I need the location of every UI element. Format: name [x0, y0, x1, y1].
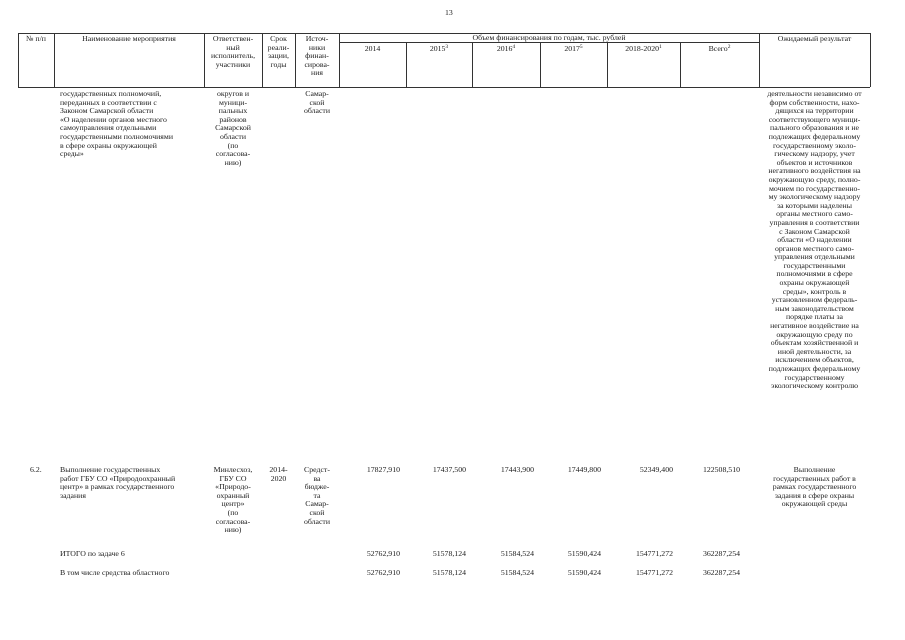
row-sources: Средст- ва бюдже- та Самар- ской области	[303, 465, 331, 526]
total-value: 362287,254	[702, 549, 740, 558]
total-value: 51584,524	[500, 549, 534, 558]
row-value: 17827,910	[366, 465, 400, 474]
header-year: 2018-2020$^1$	[625, 44, 662, 53]
row-value: 52349,400	[639, 465, 673, 474]
row-value: 17443,900	[500, 465, 534, 474]
incl-value: 52762,910	[366, 568, 400, 577]
header-sources: Источ- ники финан- сирова- ния	[304, 34, 330, 78]
total-value: 154771,272	[635, 549, 673, 558]
row-responsible: Минлесхоз, ГБУ СО «Природо- охранный центр» (по согласова- нию)	[213, 465, 253, 535]
header-term: Срок реали- зации, годы	[267, 34, 290, 69]
row-name: Выполнение государственных работ ГБУ СО «Природоохранный центр» в рамках государственного задания	[60, 465, 176, 500]
header-year: 2017$^5$	[564, 44, 583, 53]
header-funding-title: Объем финансирования по годам, тыс. рублей	[472, 33, 626, 42]
row-value: 17437,500	[432, 465, 466, 474]
cont-sources: Самар- ской области	[303, 89, 331, 116]
incl-value: 51590,424	[567, 568, 601, 577]
cont-name: государственных полномочий, переданных в соответствии с Законом Самарской области «О наделении органов местного самоуправления отдельными государственными полномочиями в сфере охраны окружающей среды»	[60, 89, 173, 159]
total-value: 52762,910	[366, 549, 400, 558]
row-number: 6.2.	[30, 465, 42, 474]
header-responsible: Ответствен- ный исполнитель, участники	[210, 34, 256, 69]
header-year: 2016$^4$	[496, 44, 516, 53]
row-value: 122508,510	[702, 465, 740, 474]
header-result: Ожидаемый результат	[777, 34, 852, 43]
incl-label: В том числе средства областного	[60, 568, 170, 577]
col-divider	[870, 33, 871, 87]
row-term: 2014- 2020	[269, 465, 288, 483]
row-result: Выполнение государственных работ в рамках государственного задания в сфере охраны окружающей среды	[772, 465, 857, 509]
page-number: 13	[445, 8, 453, 17]
header-num: № п/п	[26, 34, 46, 43]
header-year: Всего$^2$	[708, 44, 731, 53]
row-value: 17449,800	[567, 465, 601, 474]
total-value: 51590,424	[567, 549, 601, 558]
total-value: 51578,124	[432, 549, 466, 558]
header-bottom-border	[18, 87, 870, 88]
total-label: ИТОГО по задаче 6	[60, 549, 125, 558]
cont-result: деятельности независимо от форм собственности, нахо- дящихся на территории соответствующего муници- пального образования и не подлежащих федеральному государственному эколо- гическому надзору, учет объектов и источников негативного воздействия на окружающую среду, полно- мочием по государственно- му экологическому надзору за которыми наделены органы местного само- управления в соответствии с Законом Самарской области «О наделении органов местного само- управления отдельными государственными полномочиями в сфере охраны окружающей среды», контроль в установленном федераль- ным законодательством порядке платы за негативное воздействие на окружающую среду по объектам хозяйственной и иной деятельности, за исключением объектов, подлежащих федеральному государственному экологическому контролю	[767, 89, 862, 391]
incl-value: 154771,272	[635, 568, 673, 577]
cont-responsible: округов и муници- пальных районов Самарской области (по согласова- нию)	[215, 89, 251, 167]
incl-value: 51578,124	[432, 568, 466, 577]
header-name: Наименование мероприятия	[82, 34, 176, 43]
header-year: 2014	[364, 44, 381, 53]
incl-value: 51584,524	[500, 568, 534, 577]
incl-value: 362287,254	[702, 568, 740, 577]
header-year: 2015$^3$	[429, 44, 449, 53]
